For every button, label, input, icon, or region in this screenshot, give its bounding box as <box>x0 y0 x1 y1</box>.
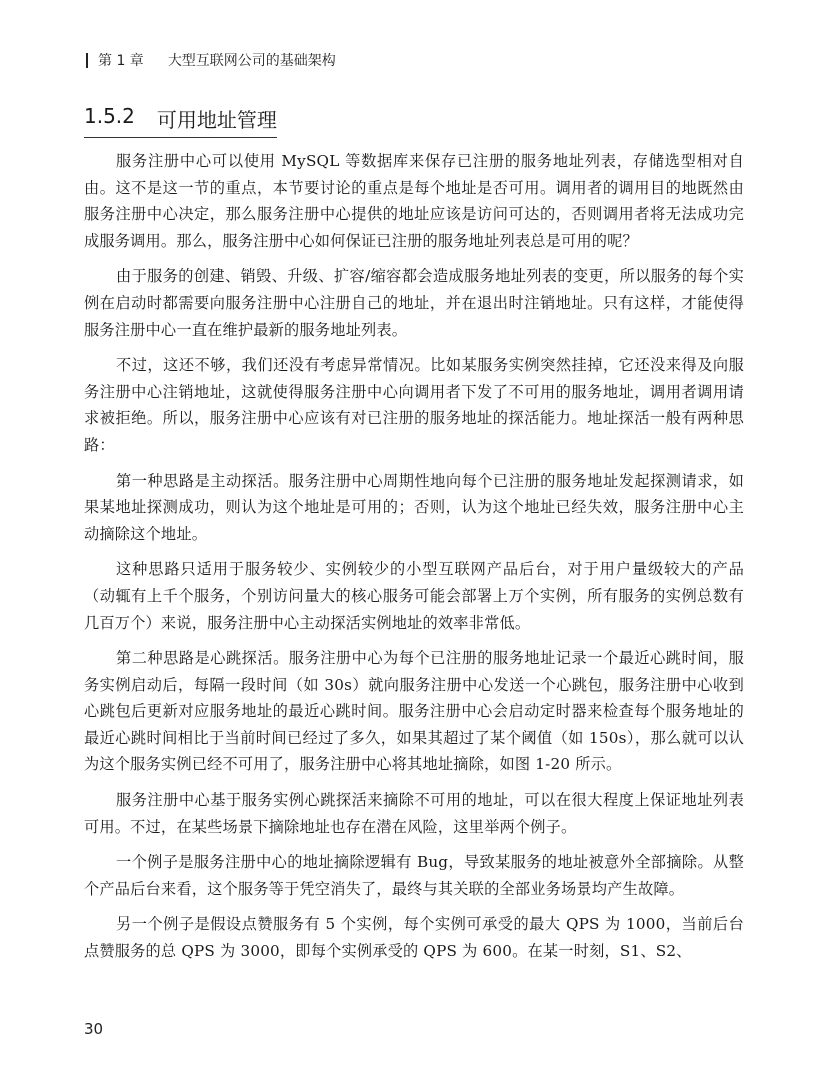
running-header <box>86 50 336 70</box>
paragraph: 这种思路只适用于服务较少、实例较少的小型互联网产品后台，对于用户量级较大的产品（动辄有上千个服务，个别访问量大的核心服务可能会部署上万个实例，所有服务的实例总数有几百万个）来说，服务注册中心主动探活实例地址的效率非常低。 <box>84 560 744 632</box>
paragraph: 服务注册中心可以使用 MySQL 等数据库来保存已注册的服务地址列表，存储选型相对自由。这不是这一节的重点，本节要讨论的重点是每个地址是否可用。调用者的调用目的地既然由服务注册中心决定，那么服务注册中心提供的地址应该是访问可达的，否则调用者将无法成功完成服务调用。那么，服务注册中心如何保证已注册的服务地址列表总是可用的呢？ <box>84 152 744 250</box>
header-rule <box>86 53 88 68</box>
chapter-label: 第 1 章 <box>98 53 144 69</box>
paragraph: 第二种思路是心跳探活。服务注册中心为每个已注册的服务地址记录一个最近心跳时间，服务实例启动后，每隔一段时间（如 30s）就向服务注册中心发送一个心跳包，服务注册中心收到心跳包后更新对应服务地址的最近心跳时间。服务注册中心会启动定时器来检查每个服务地址的最近心跳时间相比于当前时间已经过了多久，如果其超过了某个阈值（如 150s），那么就可以认为这个服务实例已经不可用了，服务注册中心将其地址摘除，如图 1-20 所示。 <box>84 649 744 774</box>
section-heading <box>84 104 277 138</box>
paragraph: 第一种思路是主动探活。服务注册中心周期性地向每个已注册的服务地址发起探测请求，如果某地址探测成功，则认为这个地址是可用的；否则，认为这个地址已经失效，服务注册中心主动摘除这个地址。 <box>84 471 744 543</box>
paragraph: 一个例子是服务注册中心的地址摘除逻辑有 Bug，导致某服务的地址被意外全部摘除。从整个产品后台来看，这个服务等于凭空消失了，最终与其关联的全部业务场景均产生故障。 <box>84 853 744 898</box>
paragraph: 由于服务的创建、销毁、升级、扩容/缩容都会造成服务地址列表的变更，所以服务的每个实例在启动时都需要向服务注册中心注册自己的地址，并在退出时注销地址。只有这样，才能使得服务注册中心一直在维护最新的服务地址列表。 <box>84 267 744 339</box>
paragraph: 不过，这还不够，我们还没有考虑异常情况。比如某服务实例突然挂掉，它还没来得及向服务注册中心注销地址，这就使得服务注册中心向调用者下发了不可用的服务地址，调用者调用请求被拒绝。所以，服务注册中心应该有对已注册的服务地址的探活能力。地址探活一般有两种思路： <box>84 356 744 454</box>
page-number: 30 <box>84 1020 104 1038</box>
section-number: 1.5.2 <box>84 104 135 128</box>
paragraph: 另一个例子是假设点赞服务有 5 个实例，每个实例可承受的最大 QPS 为 1000，当前后台点赞服务的总 QPS 为 3000，即每个实例承受的 QPS 为 600。在某一时刻，S1、S2、 <box>84 915 744 961</box>
paragraph: 服务注册中心基于服务实例心跳探活来摘除不可用的地址，可以在很大程度上保证地址列表可用。不过，在某些场景下摘除地址也存在潜在风险，这里举两个例子。 <box>84 791 744 836</box>
body-text <box>84 148 744 974</box>
section-title: 可用地址管理 <box>156 108 277 132</box>
chapter-title: 大型互联网公司的基础架构 <box>167 53 336 69</box>
